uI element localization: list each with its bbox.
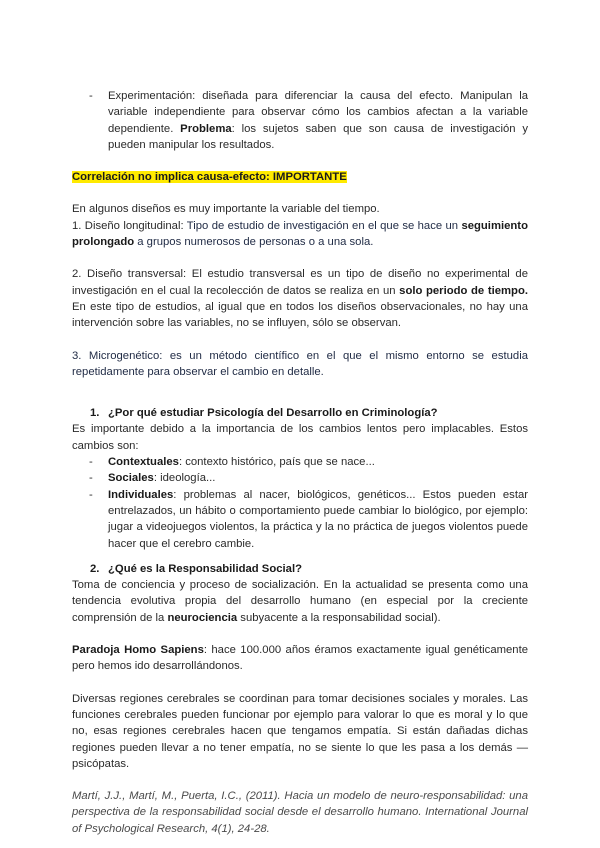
experimentacion-label: Experimentación <box>108 90 193 102</box>
longitudinal-bold: seguimiento prolongado <box>72 219 528 249</box>
section2-text: Toma de conciencia y proceso de socialización. En la actualidad se presenta como una tendencia evolutiva propia del desarrollo humano (en especial por la creciente comprensión de la <box>72 579 528 624</box>
transversal-paragraph <box>72 266 528 331</box>
bullet-dash: - <box>89 456 93 469</box>
paradoja-label: Paradoja Homo Sapiens <box>72 644 204 657</box>
section2-text-2: subyacente a la responsabilidad social). <box>237 611 441 624</box>
longitudinal-suffix: a grupos numerosos de personas o a una sola. <box>134 236 374 249</box>
list-item-individuales <box>72 487 528 552</box>
longitudinal-prefix: 1. Diseño longitudinal: <box>72 219 187 232</box>
correlacion-highlight: Correlación no implica causa-efecto: IMPORTANTE <box>72 171 347 184</box>
paradoja-text: : hace 100.000 años éramos exactamente igual genéticamente pero hemos ido desarrollándonos. <box>72 644 528 673</box>
bullet-dash: - <box>89 90 93 102</box>
transversal-bold: solo periodo de tiempo. <box>399 284 528 297</box>
item-label: Sociales <box>108 472 154 485</box>
list-item-sociales <box>72 470 528 486</box>
section2-paragraph <box>72 577 528 626</box>
section1-number: 1. <box>90 407 100 420</box>
paradoja-paragraph <box>72 642 528 675</box>
section2-number: 2. <box>90 562 100 575</box>
bullet-dash: - <box>89 472 93 485</box>
experimentacion-bullet <box>72 88 528 153</box>
problema-text: : los sujetos saben que son causa de investigación y pueden manipular los resultados. <box>108 122 528 151</box>
tiempo-intro: En algunos diseños es muy importante la variable del tiempo. <box>72 203 380 216</box>
experimentacion-text: : diseñada para diferenciar la causa del efecto. Manipulan la variable independiente para observar cómo los cambios afectan a la variable dependiente. <box>108 90 528 135</box>
item-label: Contextuales <box>108 456 179 469</box>
section1-heading <box>72 405 528 421</box>
longitudinal-text: Tipo de estudio de investigación en el que se hace un <box>186 219 462 232</box>
list-item-contextuales <box>72 454 528 470</box>
neurociencia-bold: neurociencia <box>167 611 238 624</box>
document-page <box>72 88 528 837</box>
transversal-text-2: En este tipo de estudios, al igual que en todos los diseños observacionales, no hay una intervención sobre las variables, no se influyen, sólo se observan. <box>72 300 528 330</box>
section2-heading <box>72 561 528 577</box>
regiones-paragraph: Diversas regiones cerebrales se coordinan para tomar decisiones sociales y morales. Las funciones cerebrales pueden funcionar por ejemplo para valorar lo que es moral y lo que no, esas regiones cerebrales hacen que tengamos empatía. Si están dañadas dichas regiones pueden llevar a no tener empatía, no se siente lo que les pasa a los demás — psicópatas. <box>72 692 528 770</box>
item-text: : problemas al nacer, biológicos, genéticos... Estos pueden estar entrelazados, un hábito o comportamiento puede cambiar lo biológico, por ejemplo: jugar a videojuegos violentos, la práctica y la no práctica de juegos violentos puede hacer que el cerebro cambie. <box>108 488 528 550</box>
item-label: Individuales <box>108 488 174 501</box>
microgenetico-paragraph: 3. Microgenético: es un método científico en el que el mismo entorno se estudia repetidamente para observar el cambio en detalle. <box>72 349 528 378</box>
section1-title: ¿Por qué estudiar Psicología del Desarrollo en Criminología? <box>108 407 438 420</box>
problema-label: Problema <box>180 122 232 135</box>
bullet-dash: - <box>89 488 93 501</box>
citation: Martí, J.J., Martí, M., Puerta, I.C., (2011). Hacia un modelo de neuro-responsabilidad: una perspectiva de la responsabilidad social desde el desarrollo humano. International Journal of Psychological Research, 4(1), 24-28. <box>72 790 528 835</box>
item-text: : contexto histórico, país que se nace... <box>178 456 375 469</box>
longitudinal-paragraph <box>72 218 528 251</box>
transversal-text: 2. Diseño transversal: El estudio transversal es un tipo de diseño no experimental de investigación en el cual la recolección de datos se realiza en un <box>72 268 528 297</box>
section2-title: ¿Qué es la Responsabilidad Social? <box>108 562 302 575</box>
section1-intro: Es importante debido a la importancia de los cambios lentos pero implacables. Estos cambios son: <box>72 423 528 452</box>
item-text: : ideología... <box>153 472 216 485</box>
